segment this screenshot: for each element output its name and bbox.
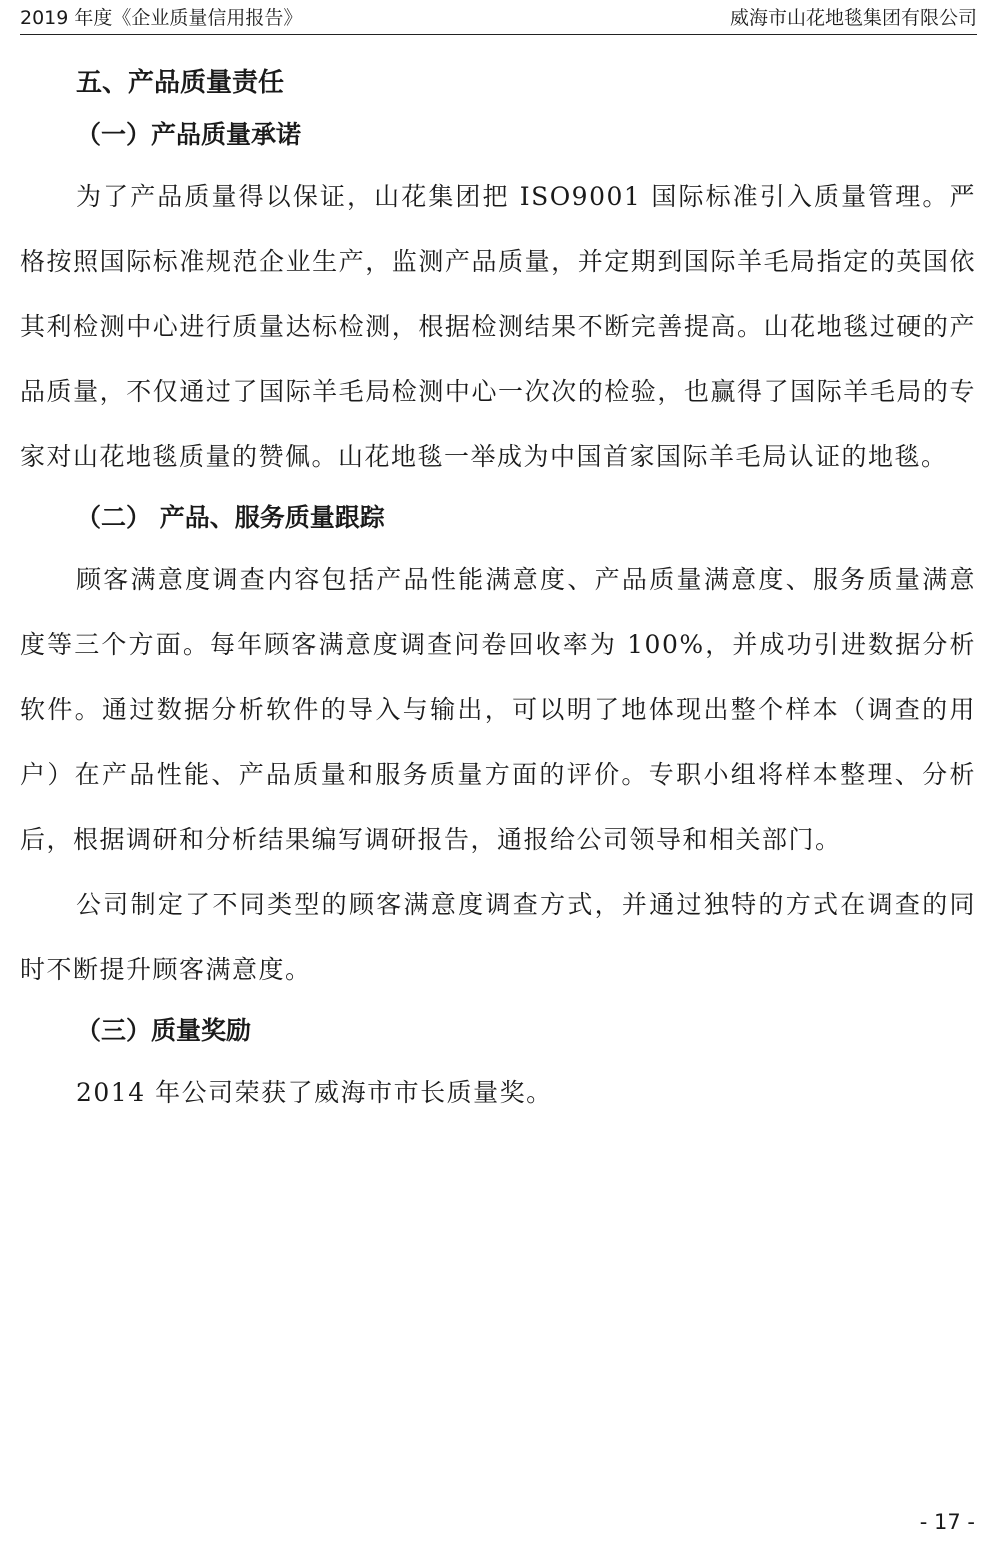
paragraph-quality-award: 2014 年公司荣获了威海市市长质量奖。	[76, 1078, 553, 1107]
subsection-title-quality-award: （三）质量奖励	[76, 1016, 252, 1045]
paragraph-survey-methods: 公司制定了不同类型的顾客满意度调查方式，并通过独特的方式在调查的同时不断提升顾客满意度。	[20, 890, 976, 984]
header-company-name: 威海市山花地毯集团有限公司	[729, 7, 977, 29]
section-title: 五、产品质量责任	[76, 68, 285, 98]
paragraph-quality-commitment: 为了产品质量得以保证，山花集团把 ISO9001 国际标准引入质量管理。严格按照国际标准规范企业生产，监测产品质量，并定期到国际羊毛局指定的英国依其利检测中心进行质量达标检测，根据检测结果不断完善提高。山花地毯过硬的产品质量，不仅通过了国际羊毛局检测中心一次次的检验，也赢得了国际羊毛局的专家对山花地毯质量的赞佩。山花地毯一举成为中国首家国际羊毛局认证的地毯。	[20, 182, 976, 471]
subsection-title-quality-tracking: （二） 产品、服务质量跟踪	[76, 503, 385, 532]
page-content	[20, 60, 976, 1125]
page-number: - 17 -	[919, 1510, 975, 1534]
paragraph-satisfaction-survey: 顾客满意度调查内容包括产品性能满意度、产品质量满意度、服务质量满意度等三个方面。每年顾客满意度调查问卷回收率为 100%，并成功引进数据分析软件。通过数据分析软件的导入与输出，可以明了地体现出整个样本（调查的用户）在产品性能、产品质量和服务质量方面的评价。专职小组将样本整理、分析后，根据调研和分析结果编写调研报告，通报给公司领导和相关部门。	[20, 565, 977, 854]
header-report-title: 2019 年度《企业质量信用报告》	[20, 7, 303, 29]
page-header	[20, 4, 977, 35]
subsection-title-quality-commitment: （一）产品质量承诺	[76, 120, 302, 149]
